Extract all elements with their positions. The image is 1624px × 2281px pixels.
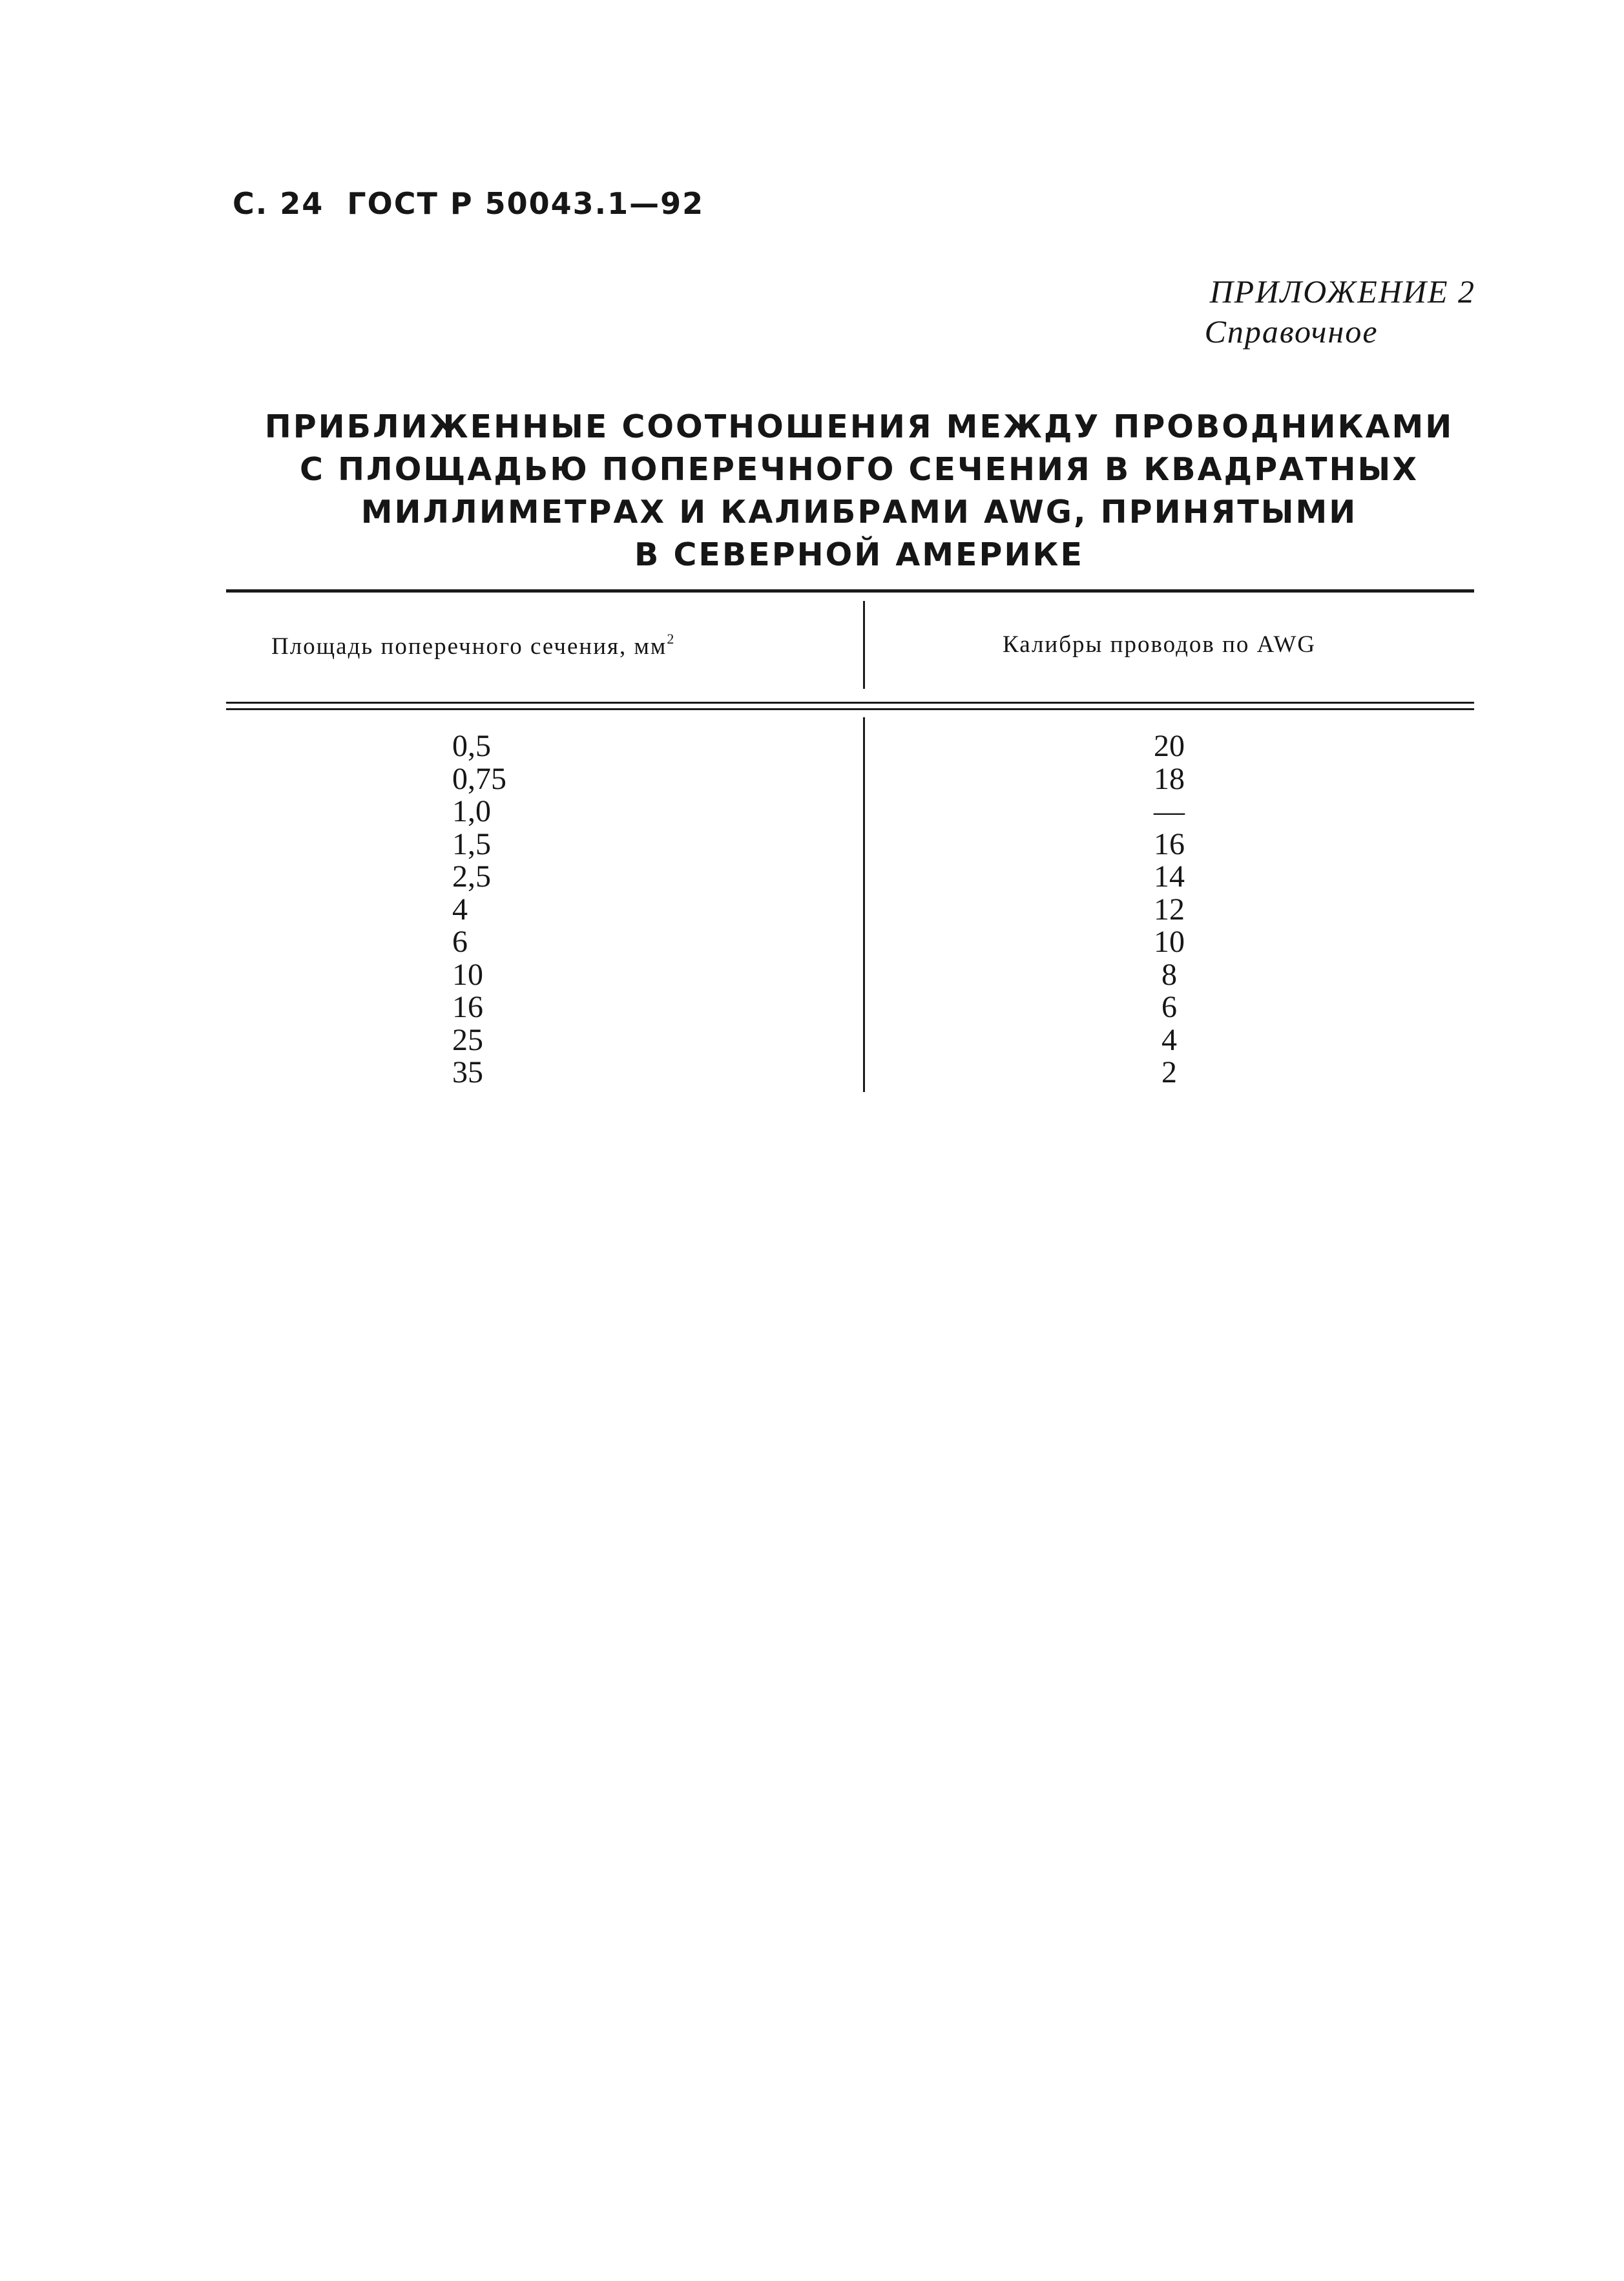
awg-cell: 18 [1154,761,1185,796]
area-cell: 1,0 [452,794,491,828]
title-line: ПРИБЛИЖЕННЫЕ СООТНОШЕНИЯ МЕЖДУ ПРОВОДНИКАМИ [264,408,1454,445]
awg-cell: 6 [1161,990,1177,1024]
appendix-kind: Справочное [1204,313,1379,350]
awg-cell: 4 [1161,1022,1177,1057]
title-line: МИЛЛИМЕТРАХ И КАЛИБРАМИ AWG, ПРИНЯТЫМИ [360,494,1358,531]
area-cell: 25 [452,1022,483,1057]
awg-cell: 2 [1161,1055,1177,1089]
standard-code: ГОСТ Р 50043.1—92 [347,186,705,221]
column-header-area-unit-exponent: 2 [667,631,676,647]
column-header-area-label: Площадь поперечного сечения, мм [271,633,667,660]
awg-cell: 20 [1154,729,1185,763]
column-header-awg-label: Калибры проводов по AWG [1003,631,1317,658]
area-cell: 10 [452,957,483,992]
area-cell: 0,5 [452,729,491,763]
document-title [226,406,1492,576]
page-header [233,186,704,221]
appendix-block [1204,271,1475,352]
page-number: С. 24 [233,186,324,221]
area-cell: 1,5 [452,826,491,861]
column-header-area [271,631,675,660]
area-cell: 16 [452,990,483,1024]
body-column-divider [863,717,865,1092]
area-cell: 2,5 [452,859,491,894]
awg-column [1105,730,1234,1089]
column-header-awg [1003,631,1316,658]
awg-cell: 14 [1154,859,1185,894]
area-cell: 6 [452,925,468,959]
area-cell: 0,75 [452,761,506,796]
area-cell: 35 [452,1055,483,1089]
header-rule-upper [226,702,1474,704]
area-cell: 4 [452,892,468,927]
appendix-label: ПРИЛОЖЕНИЕ 2 [1209,273,1475,310]
awg-cell: 16 [1154,826,1185,861]
header-column-divider [863,601,865,689]
title-line: В СЕВЕРНОЙ АМЕРИКЕ [634,536,1084,573]
awg-cell: 12 [1154,892,1185,927]
title-line: С ПЛОЩАДЬЮ ПОПЕРЕЧНОГО СЕЧЕНИЯ В КВАДРАТНЫХ [299,451,1419,488]
awg-cell: — [1154,794,1185,828]
area-column [452,730,646,1089]
awg-cell: 8 [1161,957,1177,992]
table-top-rule [226,589,1474,593]
awg-cell: 10 [1154,925,1185,959]
header-rule-lower [226,708,1474,710]
